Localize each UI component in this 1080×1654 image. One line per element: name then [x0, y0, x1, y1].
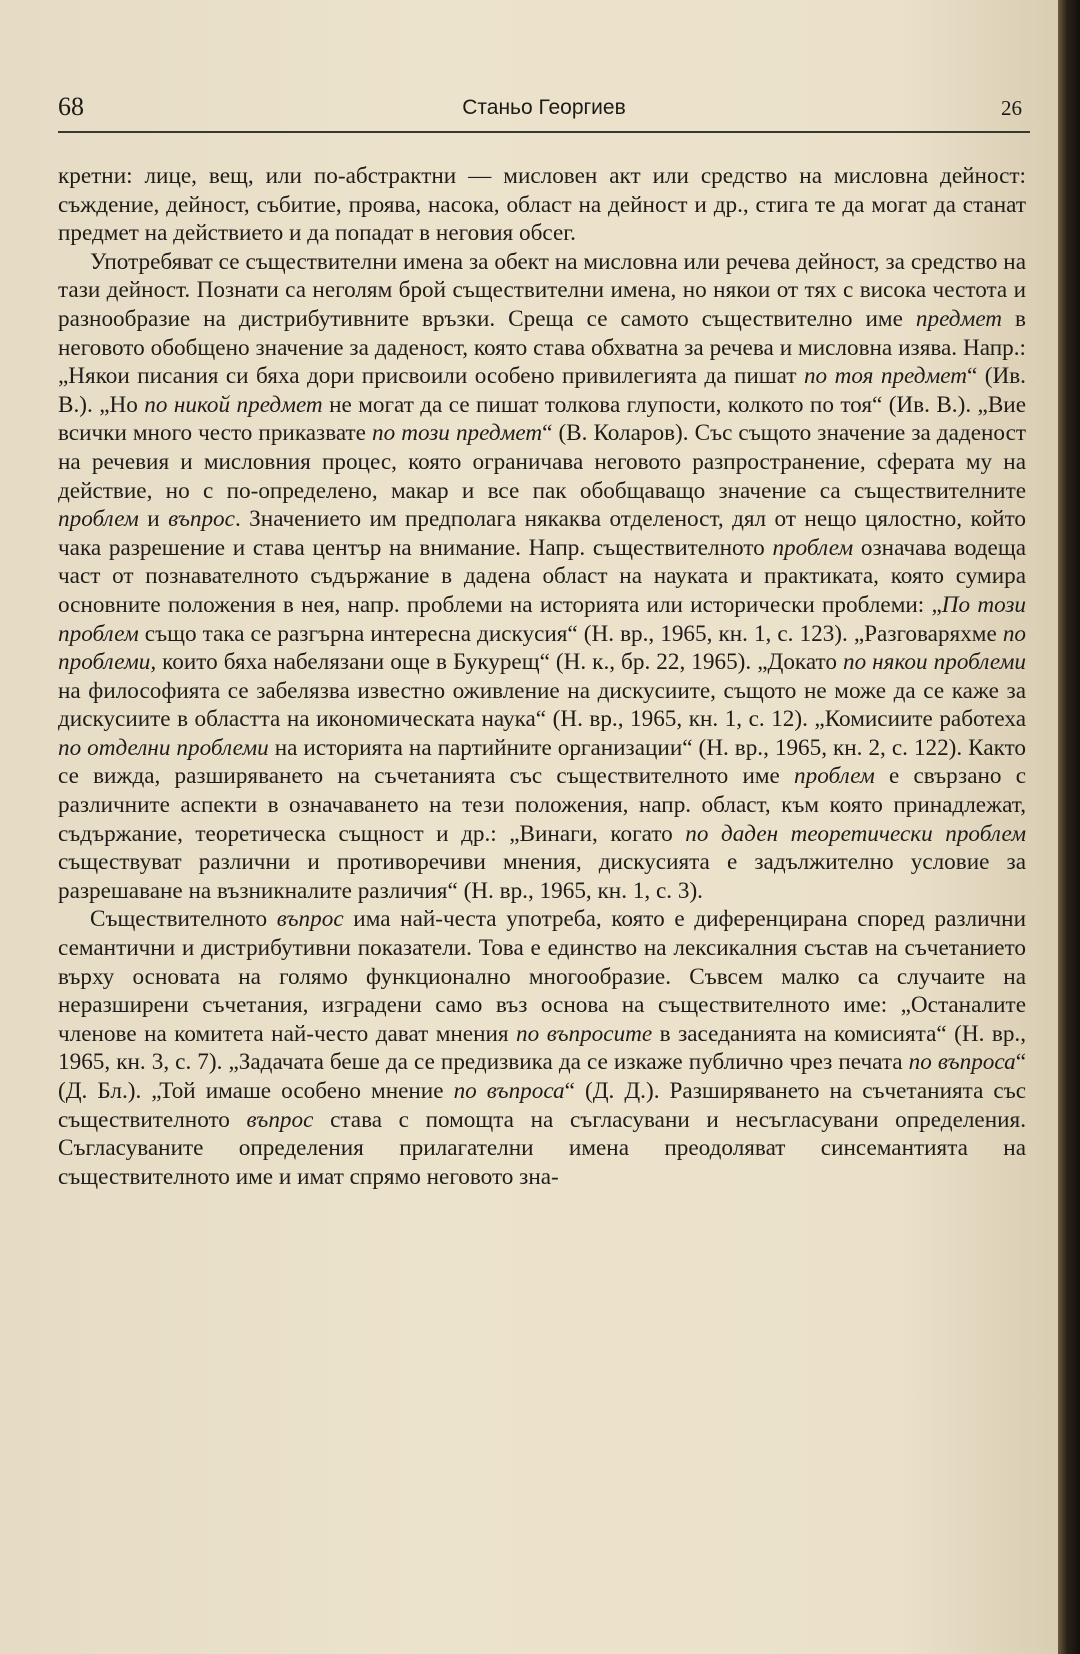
text-run: е свързано с различните аспекти в означаването на тези положения, напр. област, към която принадлежат, съдържание, теоретическа същност и др.: „Винаги, когато: [58, 763, 1026, 847]
italic-term: въпрос: [276, 906, 344, 933]
paragraph-2: [58, 248, 1026, 906]
italic-term: по въпросите: [516, 1020, 653, 1047]
text-run: “ (Д. Бл.). „Той имаше особено мнение: [58, 1049, 1026, 1104]
paragraph-3: [58, 905, 1026, 1191]
text-run: става с помощта на съгласувани и несъгласувани определения. Съгласуваните определения прилагателни имена преодоляват синсемантията на съществителното име и имат спрямо неговото зна-: [58, 1106, 1026, 1190]
text-run: . Значението им предполага някаква отделеност, дял от нещо цялостно, който чака разрешение и става център на внимание. Напр. съществителното: [58, 506, 1026, 561]
text-run: които бяха набелязани още в Букурещ“ (Н. к., бр. 22, 1965). „Докато: [156, 649, 843, 676]
book-spine-shadow: [1058, 0, 1080, 1654]
italic-term: по проблеми,: [58, 620, 1026, 676]
text-run: “ (Д. Д.). Разширяването на съчетанията със съществителното: [58, 1078, 1026, 1133]
text-run: на философията се забелязва известно оживление на дискусиите, същото не може да се каже за дискусиите в областта на икономическата наука“ (Н. вр., 1965, кн. 1, с. 12). „Комисиите работеха: [58, 677, 1026, 733]
text-run: също така се разгърна интересна дискусия“ (Н. вр., 1965, кн. 1, с. 123). „Разговаряхме: [138, 620, 1003, 647]
italic-term: по тоя предмет: [803, 363, 968, 390]
italic-term: проблем: [794, 763, 875, 790]
text-run: означава водеща част от познавателното съдържание в дадена област на науката и практиката, която сумира основните положения в нея, напр. проблеми на историята или исторически проблеми: „: [58, 534, 1026, 618]
paragraph-1: [58, 162, 1026, 248]
italic-term: по даден теоретически проблем: [685, 820, 1026, 847]
italic-term: по никой предмет: [144, 391, 323, 418]
text-run: Употребяват се съществителни имена за обект на мисловна или речева дейност, за средство на тази дейност. Познати са неголям брой съществителни имена, но някои от тях с висока честота и разнообразие на дистрибутивните връзки. Среща се самото съществително име: [58, 248, 1026, 332]
italic-term: въпрос: [168, 506, 235, 533]
running-title: Станьо Георгиев: [462, 96, 626, 119]
italic-term: по въпроса: [908, 1049, 1016, 1076]
italic-term: По този проблем: [58, 591, 1027, 647]
text-run: в неговото обобщено значение за даденост, която става обхватна за речева и мисловна изява. Напр.: „Някои писания си бяха дори присвоили особено привилегията да пишат: [58, 305, 1026, 390]
italic-term: проблем: [58, 506, 139, 533]
italic-term: въпрос: [246, 1106, 314, 1133]
text-run: кретни: лице, вещ, или по-абстрактни — мисловен акт или средство на мисловна дейност: съждение, дейност, събитие, проява, насока, област на дейност и др., стига те да могат да станат предмет на действието и да попадат в неговия обсег.: [58, 163, 1026, 247]
page-header: [58, 92, 1030, 132]
page-number: 68: [58, 92, 84, 121]
text-run: на историята на партийните организации“ (Н. вр., 1965, кн. 2, с. 122). Както се вижда, разширяването на съчетанията със съществителното име: [58, 734, 1026, 790]
italic-term: предмет: [915, 305, 1003, 332]
italic-term: по някои проблеми: [842, 649, 1026, 676]
text-run: има най-честа употреба, която е диференцирана според различни семантични и дистрибутивни показатели. Това е единство на лексикалния състав на съчетанието върху основата на голямо функционално многообразие. Съвсем малко са случаите на неразширени съчетания, изградени само въз основа на съществителното име: „Останалите членове на комитета най-често дават мнения: [58, 906, 1027, 1047]
text-run: в заседанията на комисията“ (Н. вр., 1965, кн. 3, с. 7). „Задачата беше да се предизвика да се изкаже публично чрез печата: [58, 1020, 1027, 1076]
text-run: съществуват различни и противоречиви мнения, дискусията е задължително условие за разрешаване на възникналите различия“ (Н. вр., 1965, кн. 1, с. 3).: [58, 849, 1026, 904]
italic-term: по въпроса: [453, 1078, 565, 1104]
text-run: “ (Ив. В.). „Но: [58, 363, 1026, 418]
text-run: не могат да се пишат толкова глупости, колкото по тоя“ (Ив. В.). „Вие всички много често приказвате: [58, 391, 1026, 447]
text-run: “ (В. Коларов). Със същото значение за даденост на речевия и мисловния процес, която ограничава неговото разпространение, сферата му на действие, но с по-определено, макар и все пак обобщаващо значение са съществителните: [58, 420, 1026, 504]
italic-term: по този предмет: [372, 420, 543, 447]
text-run: Съществителното: [90, 906, 277, 933]
body-text: [58, 162, 1026, 1191]
stamp-number: 26: [1001, 96, 1022, 120]
italic-term: проблем: [772, 534, 854, 561]
text-run: и: [138, 506, 169, 533]
italic-term: по отделни проблеми: [58, 734, 269, 761]
header-rule: [58, 131, 1030, 133]
